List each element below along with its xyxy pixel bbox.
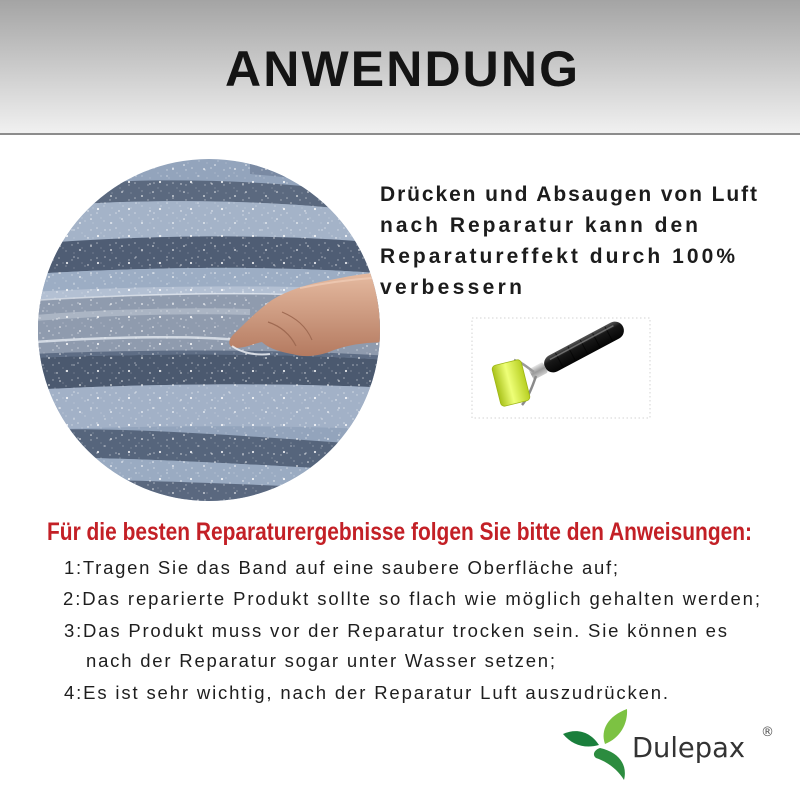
registered-mark: ® [761, 725, 774, 740]
leaf-logo-icon [563, 709, 627, 780]
roller-handle [541, 318, 627, 375]
intro-text [380, 183, 757, 299]
intro-line: Reparatureffekt durch 100% [380, 245, 735, 268]
header-divider [0, 133, 800, 135]
hand-roller-icon [472, 318, 650, 418]
brand-name: Dulepax [632, 731, 745, 764]
instructions [47, 518, 760, 703]
tape-repair-photo [30, 150, 392, 510]
intro-line: nach Reparatur kann den [380, 214, 698, 237]
intro-line: verbessern [380, 276, 522, 299]
instruction-item-continuation: nach der Reparatur sogar unter Wasser setzen; [86, 650, 555, 671]
instructions-heading: Für die besten Reparaturergebnisse folgen Sie bitte den Anweisungen: [47, 518, 752, 546]
intro-line: Drücken und Absaugen von Luft [380, 183, 757, 206]
page-title: ANWENDUNG [225, 41, 578, 97]
instruction-item: 1:Tragen Sie das Band auf eine saubere Oberfläche auf; [64, 557, 618, 578]
brand-logo [563, 709, 774, 780]
instruction-item: 4:Es ist sehr wichtig, nach der Reparatur Luft auszudrücken. [64, 682, 668, 703]
header-band [0, 0, 800, 135]
instruction-item: 2:Das reparierte Produkt sollte so flach wie möglich gehalten werden; [63, 588, 760, 609]
instruction-item: 3:Das Produkt muss vor der Reparatur trocken sein. Sie können es [64, 620, 728, 641]
